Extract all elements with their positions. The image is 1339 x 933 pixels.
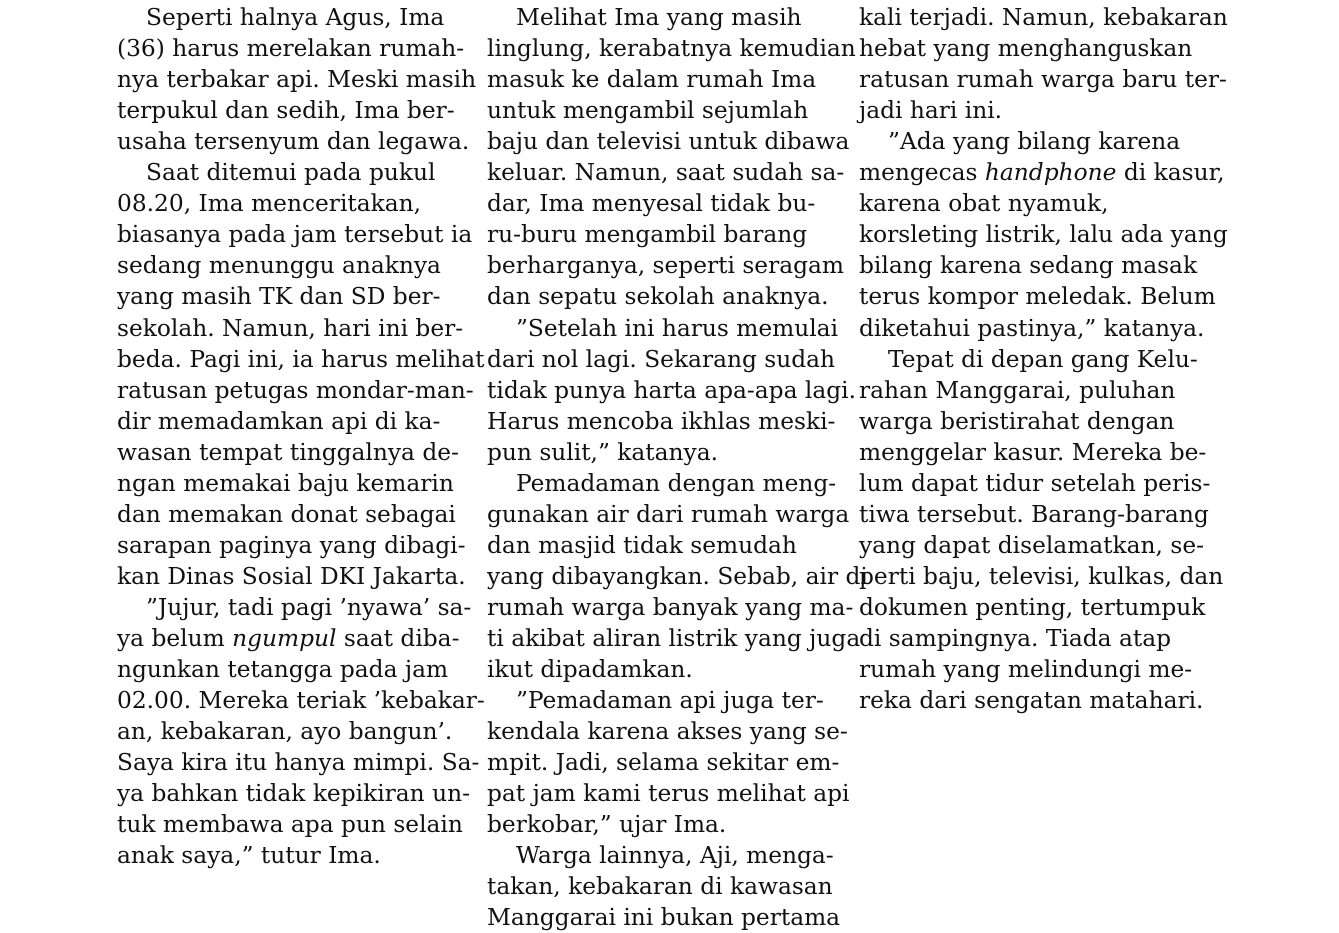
text-line: dokumen penting, tertumpuk: [859, 593, 1206, 621]
text-line: ikut dipadamkan.: [487, 656, 693, 684]
text-line: Melihat Ima yang masih: [516, 4, 802, 31]
text-line: kan Dinas Sosial DKI Jakarta.: [117, 562, 466, 590]
text-line: rahan Manggarai, puluhan: [859, 376, 1176, 404]
text-line: terpukul dan sedih, Ima ber-: [117, 97, 455, 125]
text-line: tiwa tersebut. Barang-barang: [859, 500, 1209, 528]
text-line: korsleting listrik, lalu ada yang: [859, 221, 1228, 249]
text-line: masuk ke dalam rumah Ima: [487, 66, 817, 94]
text-line: linglung, kerabatnya kemudian: [487, 35, 856, 63]
text-line: hebat yang menghanguskan: [859, 35, 1193, 63]
text-line: sedang menunggu anaknya: [117, 252, 441, 280]
text-line: ngunkan tetangga pada jam: [117, 656, 449, 684]
text-line: warga beristirahat dengan: [859, 407, 1175, 435]
text-line: baju dan televisi untuk dibawa: [487, 128, 850, 156]
text-line: di sampingnya. Tiada atap: [859, 625, 1171, 652]
text-line: keluar. Namun, saat sudah sa-: [487, 159, 845, 187]
text-line: dan memakan donat sebagai: [117, 500, 456, 528]
text-line: kendala karena akses yang se-: [487, 718, 848, 746]
text-line: beda. Pagi ini, ia harus melihat: [117, 345, 485, 373]
text-line: mpit. Jadi, selama sekitar em-: [487, 749, 840, 777]
text-line: ”Ada yang bilang karena: [888, 128, 1181, 156]
text-line: karena obat nyamuk,: [859, 190, 1109, 218]
text-line: yang masih TK dan SD ber-: [117, 283, 441, 311]
text-line: Warga lainnya, Aji, menga-: [516, 842, 834, 870]
text-line: gunakan air dari rumah warga: [487, 500, 850, 528]
text-line: diketahui pastinya,” katanya.: [859, 314, 1205, 342]
text-line: Saat ditemui pada pukul: [146, 159, 436, 187]
text-line: nya terbakar api. Meski masih: [117, 66, 477, 94]
text-line: rumah warga banyak yang ma-: [487, 593, 854, 621]
text-line: kali terjadi. Namun, kebakaran: [859, 4, 1228, 31]
text-line: reka dari sengatan matahari.: [859, 687, 1204, 715]
text-line: wasan tempat tinggalnya de-: [117, 438, 459, 466]
text-line: jadi hari ini.: [859, 97, 1003, 125]
italic-term: handphone: [984, 159, 1117, 187]
text-line: ”Setelah ini harus memulai: [516, 314, 839, 342]
text-line: ”Pemadaman api juga ter-: [516, 687, 824, 715]
text-line: tuk membawa apa pun selain: [117, 811, 463, 839]
text-line: sarapan paginya yang dibagi-: [117, 531, 466, 559]
text-line: pun sulit,” katanya.: [487, 438, 718, 466]
text-line: Tepat di depan gang Kelu-: [888, 345, 1198, 373]
text-line: dan masjid tidak semudah: [487, 531, 797, 559]
text-line: lum dapat tidur setelah peris-: [859, 469, 1211, 497]
text-line: ”Jujur, tadi pagi ’nyawa’ sa-: [146, 593, 472, 621]
text-line: perti baju, televisi, kulkas, dan: [859, 562, 1224, 590]
text-line: dan sepatu sekolah anaknya.: [487, 283, 829, 311]
text-line: Saya kira itu hanya mimpi. Sa-: [117, 749, 480, 777]
text-line: ru-buru mengambil barang: [487, 221, 808, 249]
text-line: (36) harus merelakan rumah-: [117, 35, 465, 63]
text-line: bilang karena sedang masak: [859, 252, 1198, 280]
text-line: Seperti halnya Agus, Ima: [146, 4, 445, 31]
text-line: ti akibat aliran listrik yang juga: [487, 625, 861, 652]
text-line: biasanya pada jam tersebut ia: [117, 221, 473, 249]
text-line: berkobar,” ujar Ima.: [487, 811, 727, 839]
text-line: menggelar kasur. Mereka be-: [859, 438, 1207, 466]
text-line: anak saya,” tutur Ima.: [117, 842, 381, 870]
text-line: Manggarai ini bukan pertama: [487, 904, 841, 932]
italic-term: ngumpul: [232, 625, 337, 652]
text-line: tidak punya harta apa-apa lagi.: [487, 376, 856, 404]
text-line: berharganya, seperti seragam: [487, 252, 844, 280]
text-line: dari nol lagi. Sekarang sudah: [487, 345, 836, 373]
text-line: takan, kebakaran di kawasan: [487, 873, 833, 901]
text-line: Harus mencoba ikhlas meski-: [487, 407, 836, 435]
text-line: yang dibayangkan. Sebab, air di: [487, 562, 868, 590]
text-line: ya bahkan tidak kepikiran un-: [117, 780, 470, 808]
text-line: yang dapat diselamatkan, se-: [859, 531, 1204, 559]
text-line: dar, Ima menyesal tidak bu-: [487, 190, 816, 218]
text-line: untuk mengambil sejumlah: [487, 97, 809, 125]
text-line: terus kompor meledak. Belum: [859, 283, 1216, 311]
text-line: dir memadamkan api di ka-: [117, 407, 441, 435]
text-line: sekolah. Namun, hari ini ber-: [117, 314, 464, 342]
text-line: ya belum ngumpul saat diba-: [117, 625, 460, 652]
text-line: 08.20, Ima menceritakan,: [117, 190, 422, 218]
text-line: usaha tersenyum dan legawa.: [117, 128, 470, 156]
text-line: ngan memakai baju kemarin: [117, 469, 454, 497]
text-line: mengecas handphone di kasur,: [859, 159, 1225, 187]
text-line: Pemadaman dengan meng-: [516, 469, 837, 497]
text-line: rumah yang melindungi me-: [859, 656, 1193, 684]
text-line: ratusan rumah warga baru ter-: [859, 66, 1227, 94]
text-line: pat jam kami terus melihat api: [487, 780, 850, 808]
text-line: 02.00. Mereka teriak ’kebakar-: [117, 687, 485, 715]
text-line: ratusan petugas mondar-man-: [117, 376, 474, 404]
text-line: an, kebakaran, ayo bangun’.: [117, 718, 453, 746]
